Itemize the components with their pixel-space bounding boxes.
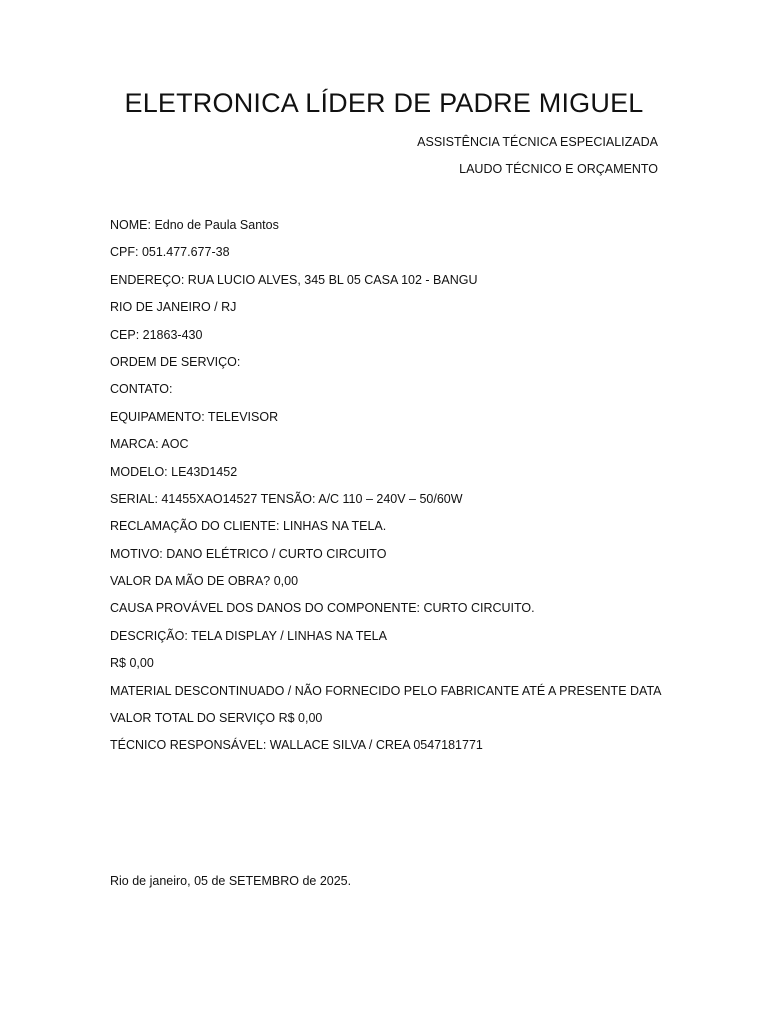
field-equipamento: EQUIPAMENTO: TELEVISOR xyxy=(110,409,279,424)
field-endereco: ENDEREÇO: RUA LUCIO ALVES, 345 BL 05 CASA 102 - BANGU xyxy=(110,272,478,287)
field-causa-provavel: CAUSA PROVÁVEL DOS DANOS DO COMPONENTE: CURTO CIRCUITO. xyxy=(110,601,535,616)
subtitle-technical-assistance: ASSISTÊNCIA TÉCNICA ESPECIALIZADA xyxy=(417,135,658,149)
field-descricao: DESCRIÇÃO: TELA DISPLAY / LINHAS NA TELA xyxy=(110,628,387,643)
field-cep: CEP: 21863-430 xyxy=(110,327,203,342)
field-contato: CONTATO: xyxy=(110,382,173,397)
report-fields xyxy=(110,217,661,765)
field-valor: R$ 0,00 xyxy=(110,656,154,671)
field-cidade: RIO DE JANEIRO / RJ xyxy=(110,300,237,315)
field-nome: NOME: Edno de Paula Santos xyxy=(110,218,279,232)
field-serial-tensao: SERIAL: 41455XAO14527 TENSÃO: A/C 110 – 240V – 50/60W xyxy=(110,491,463,506)
field-material: MATERIAL DESCONTINUADO / NÃO FORNECIDO PELO FABRICANTE ATÉ A PRESENTE DATA xyxy=(110,683,662,698)
field-cpf: CPF: 051.477.677-38 xyxy=(110,245,230,260)
field-tecnico: TÉCNICO RESPONSÁVEL: WALLACE SILVA / CREA 0547181771 xyxy=(110,738,483,753)
field-modelo: MODELO: LE43D1452 xyxy=(110,464,238,479)
field-valor-total: VALOR TOTAL DO SERVIÇO R$ 0,00 xyxy=(110,711,323,726)
field-reclamacao: RECLAMAÇÃO DO CLIENTE: LINHAS NA TELA. xyxy=(110,519,387,534)
document-title: ELETRONICA LÍDER DE PADRE MIGUEL xyxy=(124,88,644,118)
subtitle-report-quote: LAUDO TÉCNICO E ORÇAMENTO xyxy=(459,162,658,176)
field-ordem-servico: ORDEM DE SERVIÇO: xyxy=(110,354,241,369)
date-line: Rio de janeiro, 05 de SETEMBRO de 2025. xyxy=(110,874,352,888)
field-marca: MARCA: AOC xyxy=(110,437,189,452)
field-valor-mao-obra: VALOR DA MÃO DE OBRA? 0,00 xyxy=(110,574,299,589)
field-motivo: MOTIVO: DANO ELÉTRICO / CURTO CIRCUITO xyxy=(110,546,387,561)
